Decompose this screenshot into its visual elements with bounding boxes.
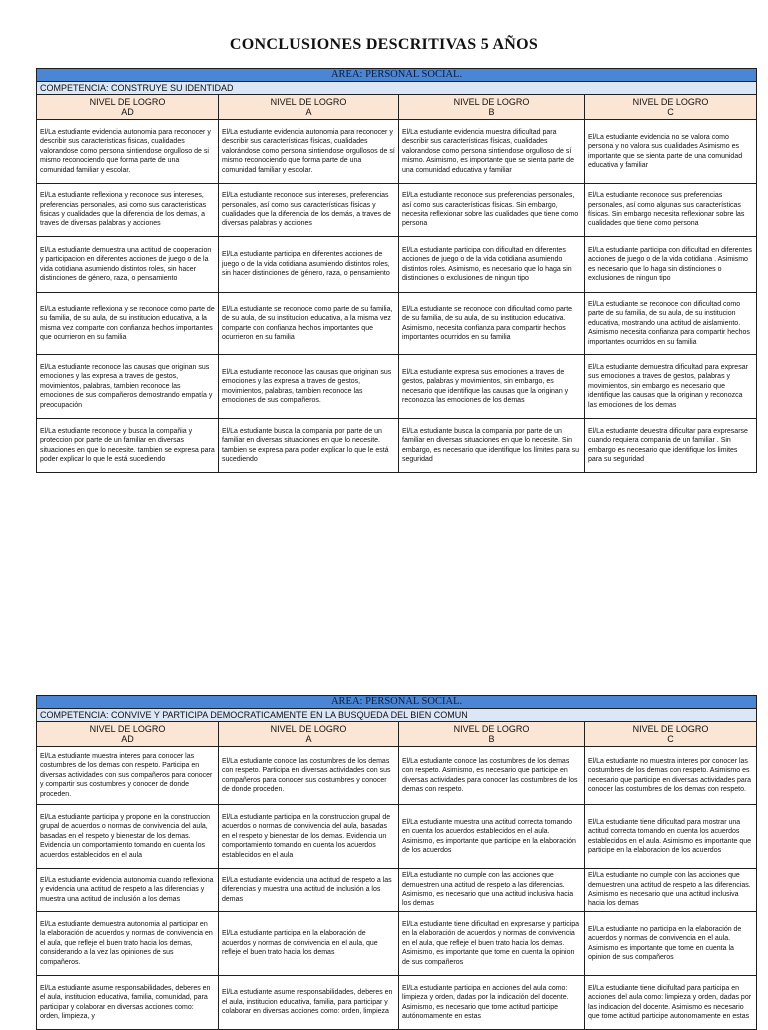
conclusions-table xyxy=(36,68,757,473)
cell-ad: El/La estudiante asume responsabilidades, deberes en el aula, institucion educativa, familia, comunidad, para participar y colaborar en diversas acciones como: orden, limpieza, y xyxy=(37,976,219,1030)
competencia-header: COMPETENCIA: CONSTRUYE SU IDENTIDAD xyxy=(37,82,757,95)
table-convive-participa xyxy=(36,695,756,1030)
cell-ad: El/La estudiante participa y propone en la construccion grupal de acuerdos o normas de convivencia del aula, basadas en el respeto y bienestar de los demas. Evidencia un comportamiento tomando en cuenta los acuerdos establecidos en el aula xyxy=(37,805,219,869)
cell-a: El/La estudiante evidencia autonomia para reconocer y describir sus características físicas, cualidades valorándose como persona sintiendose orgullosos de sí mismo reconociendo que forma parte de una comunidad familiar y escolar. xyxy=(219,120,399,184)
area-header: AREA: PERSONAL SOCIAL. xyxy=(37,696,757,709)
cell-b: El/La estudiante participa con dificultad en diferentes acciones de juego o de la vida cotidiana asumiendo distintos roles. Asimismo, es necesario que lo haga sin distinciones o exclusiones de ningun tipo xyxy=(399,237,585,293)
cell-b: El/La estudiante expresa sus emociones a traves de gestos, palabras y movimientos, sin embargo, es necesario que identifique las causas que la originan y reconozca las emociones de los demas xyxy=(399,355,585,419)
cell-ad: El/La estudiante demuestra autonomia al participar en la elaboración de acuerdos y normas de convivencia en el aula, que refleje el buen trato hacia los demas, considerando a la vez las opiniones de sus compañeros. xyxy=(37,912,219,976)
cell-c: El/La estudiante evidencia no se valora como persona y no valora sus cualidades Asimismo es importante que se sienta parte de una comunidad educativa y familiar xyxy=(585,120,757,184)
level-header-c: NIVEL DE LOGRO C xyxy=(585,722,757,747)
conclusions-table xyxy=(36,695,757,1030)
cell-c: El/La estudiante reconoce sus preferencias personales, así como algunas sus características físicas. Sin embargo necesita reflexionar sobre las cualidades que tiene como persona xyxy=(585,184,757,237)
table-row xyxy=(37,747,757,805)
level-header-c: NIVEL DE LOGRO C xyxy=(585,95,757,120)
table-row xyxy=(37,419,757,473)
level-header-a: NIVEL DE LOGRO A xyxy=(219,722,399,747)
table-row xyxy=(37,976,757,1030)
cell-a: El/La estudiante reconoce sus intereses, preferencias personales, así como sus características físicas y cualidades que la diferencia de los demás, a traves de diversas palabras y acciones xyxy=(219,184,399,237)
cell-a: El/La estudiante busca la compania por parte de un familiar en diversas situaciones en que lo necesite. tambien se expresa para poder explicar lo que le está sucediendo xyxy=(219,419,399,473)
table-row xyxy=(37,293,757,355)
area-header: AREA: PERSONAL SOCIAL. xyxy=(37,69,757,82)
cell-b: El/La estudiante busca la compania por parte de un familiar en diversas situaciones en que lo necesite. Sin embargo, es necesario que identifique los límites para su seguridad xyxy=(399,419,585,473)
table-row xyxy=(37,237,757,293)
cell-b: El/La estudiante tiene dificultad en expresarse y participa en la elaboración de acuerdos y normas de convivencia en el aula, que refleje el buen trato hacia los demas. Asimismo, es importante que tome en cuenta la opinion de sus compañeros xyxy=(399,912,585,976)
page-title: CONCLUSIONES DESCRITIVAS 5 AÑOS xyxy=(229,36,539,53)
cell-ad: El/La estudiante reflexiona y se reconoce como parte de su familia, de su aula, de su institucion educativa, a la misma vez comparte con confianza hechos importantes que ocurrieron en su familia xyxy=(37,293,219,355)
level-header-ad: NIVEL DE LOGRO AD xyxy=(37,722,219,747)
cell-a: El/La estudiante participa en diferentes acciones de juego o de la vida cotidiana asumiendo distintos roles, sin hacer distinciones de género, raza, o pensamiento xyxy=(219,237,399,293)
cell-ad: El/La estudiante evidencia autonomia cuando reflexiona y evidencia una actitud de respeto a las diferencias y muestra una actitud de inclusión a los demas xyxy=(37,869,219,912)
cell-ad: El/La estudiante evidencia autonomia para reconocer y describir sus caracteristicas fisicas, cualidades valorandose como persona sintiendose orgulloso de si mismo reconociendo que forma parte de una comunidad familiar y escolar. xyxy=(37,120,219,184)
cell-c: El/La estudiante deuestra dificultar para expresarse cuando requiera compania de un familiar . Sin embargo es necesario que identifique los limites para su seguridad xyxy=(585,419,757,473)
table-row xyxy=(37,869,757,912)
cell-ad: El/La estudiante reconoce las causas que originan sus emociones y las expresa a traves de gestos, movimientos, palabras, tambien reconoce las emociones de sus compañeros demostrando empatía y preocupación xyxy=(37,355,219,419)
cell-c: El/La estudiante demuestra dificultad para expresar sus emociones a traves de gestos, palabras y movimientos, sin embargo es necesario que identifique las causas que la originan y reconozca las emociones de los demas xyxy=(585,355,757,419)
level-header-ad: NIVEL DE LOGRO AD xyxy=(37,95,219,120)
table-row xyxy=(37,120,757,184)
cell-b: El/La estudiante se reconoce con dificultad como parte de su familia, de su aula, de su institucion educativa. Asimismo, necesita confianza para compartir hechos importantes ocurridos en su familia xyxy=(399,293,585,355)
cell-a: El/La estudiante reconoce las causas que originan sus emociones y las expresa a traves de gestos, movimientos, palabras, tambien reconoce las emociones de sus compañeros. xyxy=(219,355,399,419)
cell-c: El/La estudiante no muestra interes por conocer las costumbres de los demas con respeto. Asimismo es necesario que participe en diversas actividades para conocer las costumbres de los demas con respeto. xyxy=(585,747,757,805)
level-header-b: NIVEL DE LOGRO B xyxy=(399,95,585,120)
table-row xyxy=(37,912,757,976)
table-row xyxy=(37,184,757,237)
cell-b: El/La estudiante evidencia muestra dificultad para describir sus características físicas, cualidades valorandose como persona sintiendose orgulloso de sí mismo. Asimismo, es importante que se sienta parte de una comunidad educativa y familiar xyxy=(399,120,585,184)
cell-c: El/La estudiante no participa en la elaboración de acuerdos y normas de convivencia en el aula. Asimismo es importante que tome en cuenta la opinion de sus compañeros xyxy=(585,912,757,976)
cell-c: El/La estudiante tiene dicifultad para participa en acciones del aula como: limpieza y orden, dadas por las indicacion del docente. Asimismo es necesario que tome actitud participe autonomamente en estas xyxy=(585,976,757,1030)
table-row xyxy=(37,805,757,869)
cell-a: El/La estudiante asume responsabilidades, deberes en el aula, institucion educativa, familia, para participar y colaborar en diversas acciones como: orden, limpieza xyxy=(219,976,399,1030)
cell-a: El/La estudiante participa en la elaboración de acuerdos y normas de convivencia en el aula, que refleje el buen trato hacia los demas xyxy=(219,912,399,976)
cell-a: El/La estudiante se reconoce como parte de su familia, de su aula, de su institucion educativa, a la misma vez comparte con confianza hechos importantes que ocurrieron en su familia xyxy=(219,293,399,355)
cell-ad: El/La estudiante reflexiona y reconoce sus intereses, preferencias personales, asi como sus caracteristicas fisicas y cualidades que la diferencia de los demas, a traves de diversas palabras y acciones xyxy=(37,184,219,237)
cell-c: El/La estudiante se reconoce con dificultad como parte de su familia, de su aula, de su institucion educativa, mostrando una actitud de aislamiento. Asimismo necesita confianza para compartir hechos importantes ocurridos en su familia xyxy=(585,293,757,355)
cell-ad: El/La estudiante reconoce y busca la compañia y proteccion por parte de un familiar en diversas situaciones en que lo necesite. tambien se expresa para poder explicar lo que le está sucediendo xyxy=(37,419,219,473)
cell-c: El/La estudiante participa con dificultad en diferentes acciones de juego o de la vida cotidiana . Asimismo es necesario que lo haga sin distinciones o exclusiones de ningun tipo xyxy=(585,237,757,293)
cell-b: El/La estudiante reconoce sus preferencias personales, así como sus características físicas. Sin embargo, necesita reflexionar sobre las cualidades que tiene como persona xyxy=(399,184,585,237)
competencia-header: COMPETENCIA: CONVIVE Y PARTICIPA DEMOCRATICAMENTE EN LA BUSQUEDA DEL BIEN COMUN xyxy=(37,709,757,722)
cell-a: El/La estudiante conoce las costumbres de los demas con respeto. Participa en diversas actividades con sus compañeros para conocer sus costumbres y conocer de donde proceden. xyxy=(219,747,399,805)
cell-c: El/La estudiante tiene dificultad para mostrar una actitud correcta tomando en cuenta los acuerdos establecidos en el aula. Asimismo es importante que participe en la elaboracion de los acuerdos xyxy=(585,805,757,869)
cell-c: El/La estudiante no cumple con las acciones que demuestren una actitud de respeto a las diferencias. Asimismo es necesario que una actitud inclusiva hacia los demas xyxy=(585,869,757,912)
table-construye-identidad xyxy=(36,68,756,473)
cell-b: El/La estudiante conoce las costumbres de los demas con respeto. Asimismo, es necesario que participe en diversas actividades para conocer las costumbres de los demas con respeto. xyxy=(399,747,585,805)
level-header-a: NIVEL DE LOGRO A xyxy=(219,95,399,120)
cell-b: El/La estudiante no cumple con las acciones que demuestren una actitud de respeto a las diferencias. Asimismo, es necesario que una actitud inclusiva hacia los demas xyxy=(399,869,585,912)
cell-a: El/La estudiante participa en la construccion grupal de acuerdos o normas de convivencia del aula, basadas en el respeto y bienestar de los demas. Evidencia un comportamiento tomando en cuenta los acuerdos establecidos en el aula xyxy=(219,805,399,869)
cell-ad: El/La estudiante muestra interes para conocer las costumbres de los demas con respeto. Participa en diversas actividades con sus compañeros para conocer y compartir sus costumbres y conocer de donde proceden. xyxy=(37,747,219,805)
table-row xyxy=(37,355,757,419)
cell-a: El/La estudiante evidencia una actitud de respeto a las diferencias y muestra una actitud de inclusión a los demas xyxy=(219,869,399,912)
cell-b: El/La estudiante muestra una actitud correcta tomando en cuenta los acuerdos establecidos en el aula. Asimismo, es importante que participe en la elaboración de los acuerdos xyxy=(399,805,585,869)
cell-b: El/La estudiante participa en acciones del aula como: limpieza y orden, dadas por la indicación del docente. Asimismo, es necesario que tome actitud participe autónomamente en estas xyxy=(399,976,585,1030)
cell-ad: El/La estudiante demuestra una actitud de cooperacion y participacion en diferentes acciones de juego o de la vida cotidiana asumiendo distintos roles, sin hacer distinciones de género, raza, o pensamiento xyxy=(37,237,219,293)
level-header-b: NIVEL DE LOGRO B xyxy=(399,722,585,747)
